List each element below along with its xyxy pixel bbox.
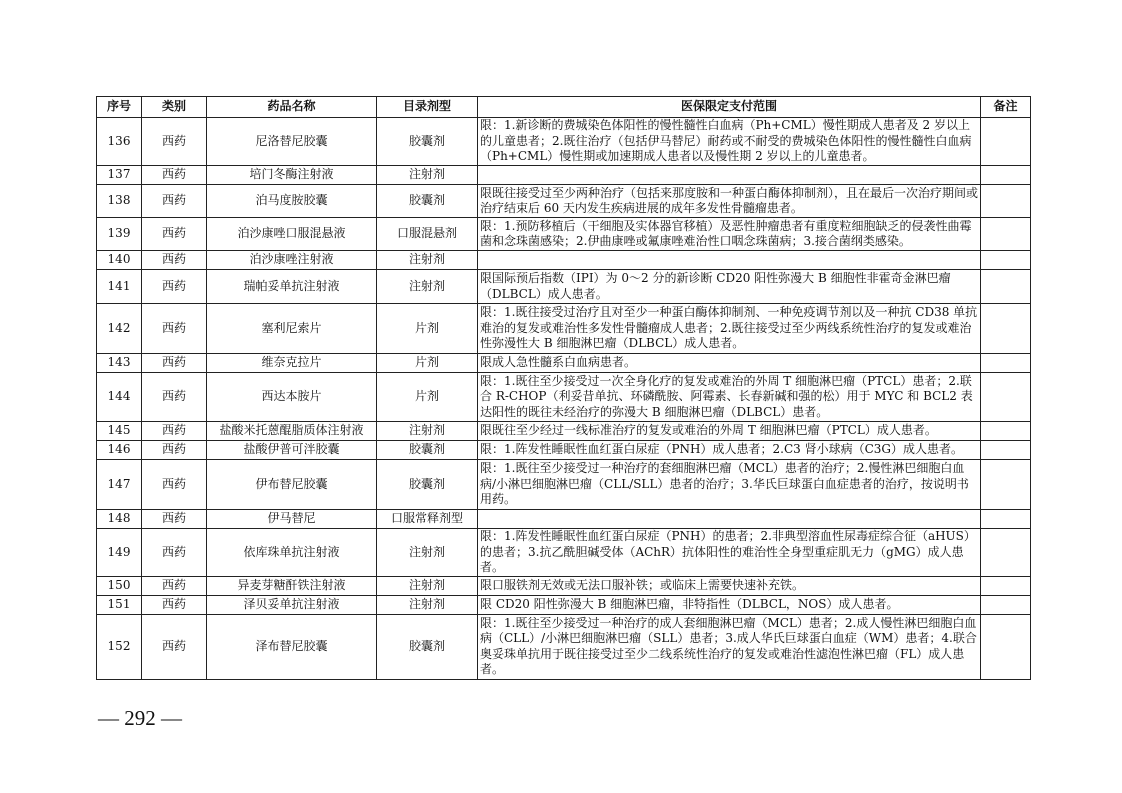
row-payment-scope: 限国际预后指数（IPI）为 0～2 分的新诊断 CD20 阳性弥漫大 B 细胞性非霍奇金淋巴瘤（DLBCL）成人患者。 — [478, 270, 981, 304]
row-number: 145 — [97, 422, 142, 441]
table-row — [97, 270, 1031, 304]
row-drug-name: 泊沙康唑口服混悬液 — [207, 218, 377, 251]
row-payment-scope — [478, 251, 981, 270]
row-payment-scope: 限：1.阵发性睡眠性血红蛋白尿症（PNH）成人患者；2.C3 肾小球病（C3G）成人患者。 — [478, 441, 981, 460]
row-drug-name: 泊沙康唑注射液 — [207, 251, 377, 270]
header-category: 类别 — [142, 97, 207, 118]
row-number: 142 — [97, 304, 142, 354]
row-payment-scope: 限：1.预防移植后（干细胞及实体器官移植）及恶性肿瘤患者有重度粒细胞缺乏的侵袭性曲霉菌和念珠菌感染；2.伊曲康唑或氟康唑难治性口咽念珠菌病；3.接合菌纲类感染。 — [478, 218, 981, 251]
row-drug-name: 伊马替尼 — [207, 510, 377, 529]
row-remarks — [981, 595, 1031, 614]
row-remarks — [981, 460, 1031, 510]
row-payment-scope: 限：1.既往接受过治疗且对至少一种蛋白酶体抑制剂、一种免疫调节剂以及一种抗 CD38 单抗难治的复发或难治性多发性骨髓瘤成人患者；2.既往接受过至少两线系统性治疗的复发或难治性弥漫性大 B 细胞淋巴瘤（DLBCL）成人患者。 — [478, 304, 981, 354]
row-payment-scope — [478, 510, 981, 529]
row-category: 西药 — [142, 441, 207, 460]
header-remarks: 备注 — [981, 97, 1031, 118]
row-remarks — [981, 251, 1031, 270]
row-drug-name: 维奈克拉片 — [207, 354, 377, 373]
row-remarks — [981, 270, 1031, 304]
row-payment-scope: 限：1.阵发性睡眠性血红蛋白尿症（PNH）的患者；2.非典型溶血性尿毒症综合征（aHUS）的患者；3.抗乙酰胆碱受体（AChR）抗体阳性的难治性全身型重症肌无力（gMG）成人患者。 — [478, 529, 981, 577]
row-dosage-form: 注射剂 — [377, 422, 478, 441]
row-remarks — [981, 118, 1031, 166]
row-number: 149 — [97, 529, 142, 577]
row-payment-scope: 限 CD20 阳性弥漫大 B 细胞淋巴瘤，非特指性（DLBCL，NOS）成人患者。 — [478, 595, 981, 614]
row-dosage-form: 注射剂 — [377, 166, 478, 185]
row-number: 137 — [97, 166, 142, 185]
row-number: 140 — [97, 251, 142, 270]
row-dosage-form: 注射剂 — [377, 270, 478, 304]
row-payment-scope: 限：1.既往至少接受过一次全身化疗的复发或难治的外周 T 细胞淋巴瘤（PTCL）患者；2.联合 R-CHOP（利妥昔单抗、环磷酰胺、阿霉素、长春新碱和强的松）用于 MYC 和 BCL2 表达阳性的既往未经治疗的弥漫大 B 细胞淋巴瘤（DLBCL）患者。 — [478, 373, 981, 422]
row-drug-name: 盐酸伊普可泮胶囊 — [207, 441, 377, 460]
table-row — [97, 251, 1031, 270]
header-no: 序号 — [97, 97, 142, 118]
row-remarks — [981, 422, 1031, 441]
table-row — [97, 185, 1031, 218]
row-payment-scope: 限：1.新诊断的费城染色体阳性的慢性髓性白血病（Ph+CML）慢性期成人患者及 2 岁以上的儿童患者；2.既往治疗（包括伊马替尼）耐药或不耐受的费城染色体阳性的慢性髓性白血病（Ph+CML）慢性期或加速期成人患者以及慢性期 2 岁以上的儿童患者。 — [478, 118, 981, 166]
row-remarks — [981, 529, 1031, 577]
table-row — [97, 118, 1031, 166]
row-dosage-form: 口服混悬剂 — [377, 218, 478, 251]
row-category: 西药 — [142, 510, 207, 529]
table-row — [97, 510, 1031, 529]
row-drug-name: 西达本胺片 — [207, 373, 377, 422]
table-row — [97, 441, 1031, 460]
table-row — [97, 218, 1031, 251]
table-row — [97, 529, 1031, 577]
row-dosage-form: 注射剂 — [377, 251, 478, 270]
row-number: 136 — [97, 118, 142, 166]
row-remarks — [981, 614, 1031, 679]
row-dosage-form: 胶囊剂 — [377, 441, 478, 460]
row-payment-scope: 限：1.既往至少接受过一种治疗的套细胞淋巴瘤（MCL）患者的治疗；2.慢性淋巴细胞白血病/小淋巴细胞淋巴瘤（CLL/SLL）患者的治疗；3.华氏巨球蛋白血症患者的治疗，按说明书用药。 — [478, 460, 981, 510]
table-header-row — [97, 97, 1031, 118]
header-dosage-form: 目录剂型 — [377, 97, 478, 118]
row-category: 西药 — [142, 185, 207, 218]
row-dosage-form: 片剂 — [377, 373, 478, 422]
row-category: 西药 — [142, 576, 207, 595]
row-category: 西药 — [142, 218, 207, 251]
row-category: 西药 — [142, 614, 207, 679]
row-payment-scope: 限既往接受过至少两种治疗（包括来那度胺和一种蛋白酶体抑制剂），且在最后一次治疗期间或治疗结束后 60 天内发生疾病进展的成年多发性骨髓瘤患者。 — [478, 185, 981, 218]
row-category: 西药 — [142, 251, 207, 270]
row-payment-scope — [478, 166, 981, 185]
row-remarks — [981, 510, 1031, 529]
row-number: 152 — [97, 614, 142, 679]
row-remarks — [981, 185, 1031, 218]
row-payment-scope: 限既往至少经过一线标准治疗的复发或难治的外周 T 细胞淋巴瘤（PTCL）成人患者。 — [478, 422, 981, 441]
row-category: 西药 — [142, 354, 207, 373]
row-remarks — [981, 354, 1031, 373]
row-payment-scope: 限成人急性髓系白血病患者。 — [478, 354, 981, 373]
row-number: 138 — [97, 185, 142, 218]
table-row — [97, 422, 1031, 441]
row-number: 144 — [97, 373, 142, 422]
row-drug-name: 尼洛替尼胶囊 — [207, 118, 377, 166]
row-drug-name: 依库珠单抗注射液 — [207, 529, 377, 577]
page-number: — 292 — — [98, 706, 182, 730]
row-dosage-form: 片剂 — [377, 354, 478, 373]
row-remarks — [981, 373, 1031, 422]
row-drug-name: 塞利尼索片 — [207, 304, 377, 354]
row-dosage-form: 注射剂 — [377, 576, 478, 595]
row-dosage-form: 胶囊剂 — [377, 185, 478, 218]
table-row — [97, 595, 1031, 614]
drug-table — [96, 96, 1031, 680]
header-payment-scope: 医保限定支付范围 — [478, 97, 981, 118]
row-drug-name: 异麦芽糖酐铁注射液 — [207, 576, 377, 595]
row-category: 西药 — [142, 595, 207, 614]
row-category: 西药 — [142, 529, 207, 577]
table-row — [97, 304, 1031, 354]
row-number: 150 — [97, 576, 142, 595]
row-drug-name: 泊马度胺胶囊 — [207, 185, 377, 218]
row-category: 西药 — [142, 422, 207, 441]
row-drug-name: 瑞帕妥单抗注射液 — [207, 270, 377, 304]
row-category: 西药 — [142, 460, 207, 510]
row-payment-scope: 限：1.既往至少接受过一种治疗的成人套细胞淋巴瘤（MCL）患者；2.成人慢性淋巴细胞白血病（CLL）/小淋巴细胞淋巴瘤（SLL）患者；3.成人华氏巨球蛋白血症（WM）患者；4.联合奥妥珠单抗用于既往接受过至少二线系统性治疗的复发或难治性滤泡性淋巴瘤（FL）成人患者。 — [478, 614, 981, 679]
row-dosage-form: 胶囊剂 — [377, 460, 478, 510]
row-drug-name: 泽布替尼胶囊 — [207, 614, 377, 679]
row-dosage-form: 口服常释剂型 — [377, 510, 478, 529]
row-number: 141 — [97, 270, 142, 304]
row-dosage-form: 胶囊剂 — [377, 118, 478, 166]
row-drug-name: 伊布替尼胶囊 — [207, 460, 377, 510]
row-category: 西药 — [142, 270, 207, 304]
row-remarks — [981, 218, 1031, 251]
row-remarks — [981, 576, 1031, 595]
table-row — [97, 166, 1031, 185]
header-drug-name: 药品名称 — [207, 97, 377, 118]
table-row — [97, 614, 1031, 679]
row-number: 148 — [97, 510, 142, 529]
row-drug-name: 盐酸米托蒽醌脂质体注射液 — [207, 422, 377, 441]
row-number: 147 — [97, 460, 142, 510]
row-drug-name: 泽贝妥单抗注射液 — [207, 595, 377, 614]
row-category: 西药 — [142, 118, 207, 166]
row-remarks — [981, 304, 1031, 354]
row-number: 139 — [97, 218, 142, 251]
row-category: 西药 — [142, 166, 207, 185]
row-remarks — [981, 166, 1031, 185]
table-row — [97, 576, 1031, 595]
row-number: 143 — [97, 354, 142, 373]
row-payment-scope: 限口服铁剂无效或无法口服补铁；或临床上需要快速补充铁。 — [478, 576, 981, 595]
row-number: 151 — [97, 595, 142, 614]
row-drug-name: 培门冬酶注射液 — [207, 166, 377, 185]
row-dosage-form: 片剂 — [377, 304, 478, 354]
row-dosage-form: 胶囊剂 — [377, 614, 478, 679]
row-dosage-form: 注射剂 — [377, 529, 478, 577]
row-dosage-form: 注射剂 — [377, 595, 478, 614]
row-category: 西药 — [142, 304, 207, 354]
row-category: 西药 — [142, 373, 207, 422]
table-row — [97, 460, 1031, 510]
table-row — [97, 354, 1031, 373]
row-remarks — [981, 441, 1031, 460]
row-number: 146 — [97, 441, 142, 460]
table-row — [97, 373, 1031, 422]
